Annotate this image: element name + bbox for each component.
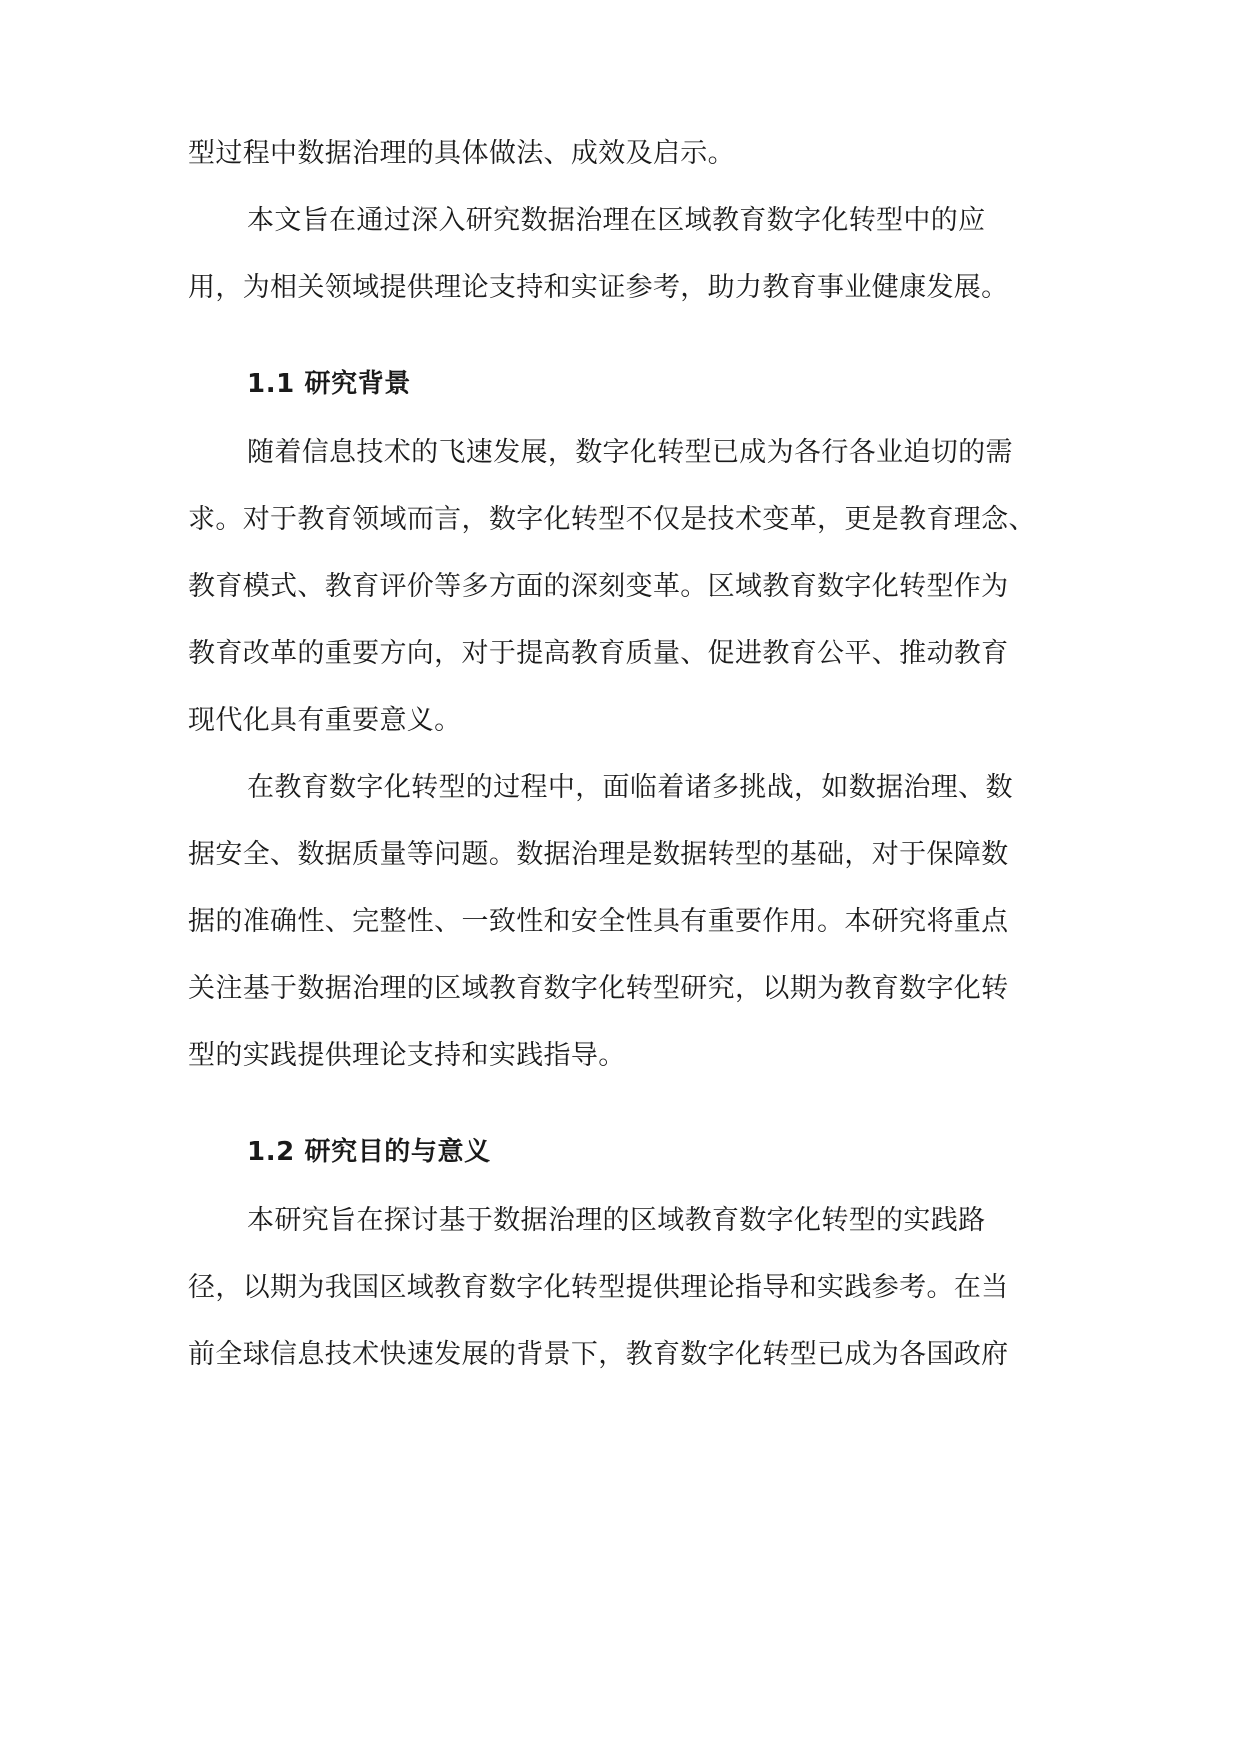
paragraph-line: 据的准确性、完整性、一致性和安全性具有重要作用。本研究将重点 bbox=[188, 906, 1009, 937]
paragraph-line: 关注基于数据治理的区域教育数字化转型研究，以期为教育数字化转 bbox=[188, 973, 1009, 1004]
paragraph-line: 前全球信息技术快速发展的背景下，教育数字化转型已成为各国政府 bbox=[188, 1339, 1009, 1370]
paragraph-line: 径，以期为我国区域教育数字化转型提供理论指导和实践参考。在当 bbox=[188, 1272, 1009, 1303]
paragraph-line: 型过程中数据治理的具体做法、成效及启示。 bbox=[188, 138, 735, 169]
paragraph-line: 求。对于教育领域而言，数字化转型不仅是技术变革，更是教育理念、 bbox=[188, 504, 1036, 535]
paragraph-line: 据安全、数据质量等问题。数据治理是数据转型的基础，对于保障数 bbox=[188, 839, 1009, 870]
paragraph-line: 在教育数字化转型的过程中，面临着诸多挑战，如数据治理、数 bbox=[247, 772, 1013, 803]
paragraph-line: 随着信息技术的飞速发展，数字化转型已成为各行各业迫切的需 bbox=[247, 437, 1013, 468]
section-heading-1-2: 1.2 研究目的与意义 bbox=[247, 1137, 491, 1167]
paragraph-line: 本文旨在通过深入研究数据治理在区域教育数字化转型中的应 bbox=[247, 205, 986, 236]
paragraph-line: 型的实践提供理论支持和实践指导。 bbox=[188, 1040, 626, 1071]
paragraph-line: 用，为相关领域提供理论支持和实证参考，助力教育事业健康发展。 bbox=[188, 272, 1009, 303]
section-heading-1-1: 1.1 研究背景 bbox=[247, 369, 411, 399]
paragraph-line: 教育改革的重要方向，对于提高教育质量、促进教育公平、推动教育 bbox=[188, 638, 1009, 669]
paragraph-line: 现代化具有重要意义。 bbox=[188, 705, 462, 736]
paragraph-line: 教育模式、教育评价等多方面的深刻变革。区域教育数字化转型作为 bbox=[188, 571, 1009, 602]
paragraph-line: 本研究旨在探讨基于数据治理的区域教育数字化转型的实践路 bbox=[247, 1205, 986, 1236]
